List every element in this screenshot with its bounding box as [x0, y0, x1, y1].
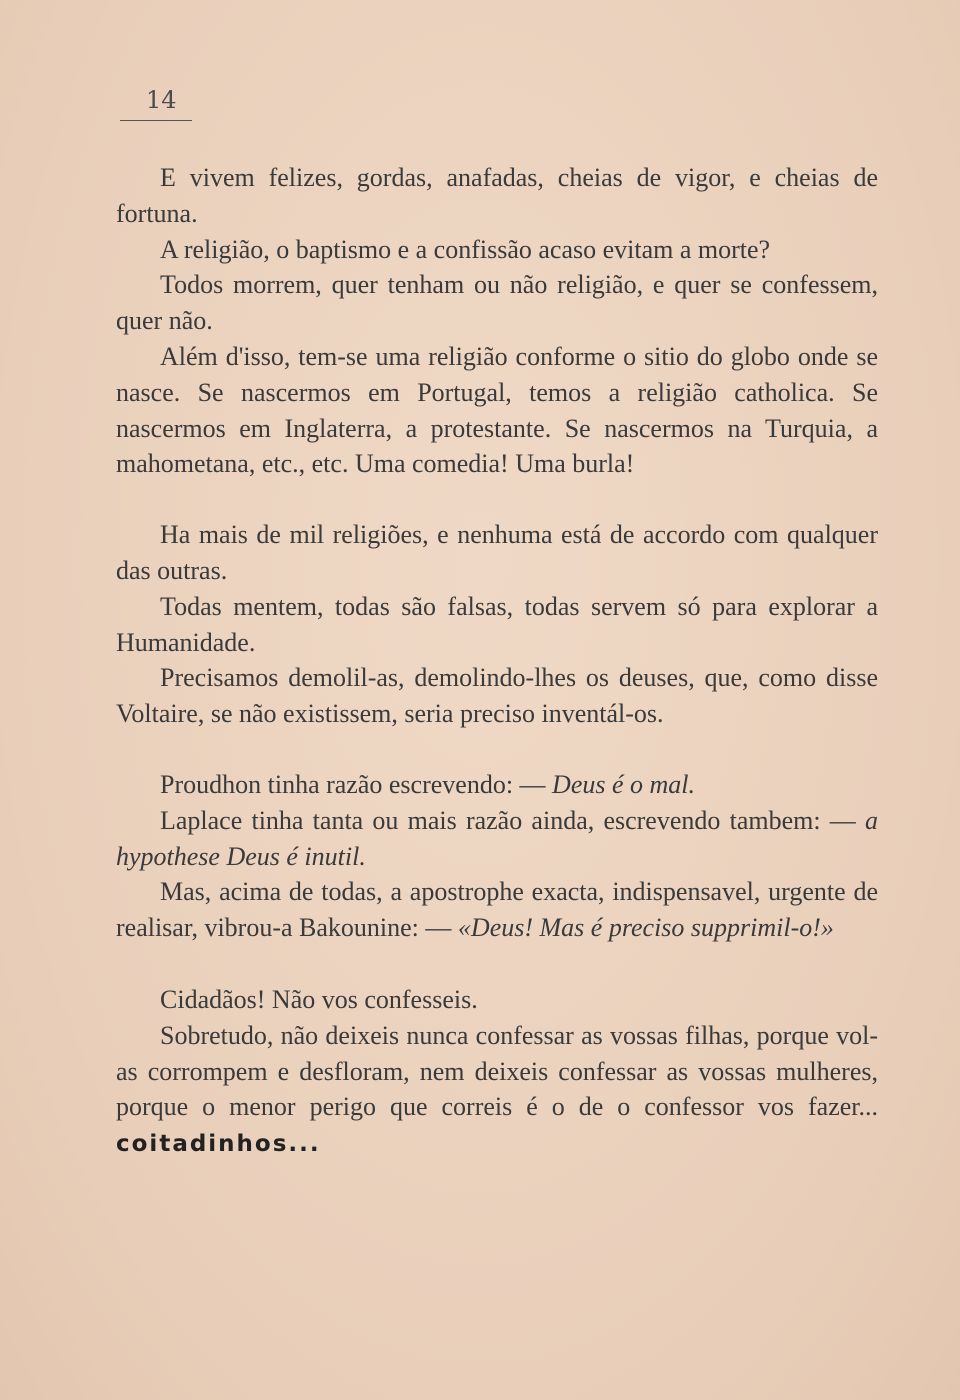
- paragraph-5: Ha mais de mil religiões, e nenhuma está de accordo com qualquer das outras.: [116, 520, 878, 585]
- paragraph-3: Todos morrem, quer tenham ou não religião, e quer se confessem, quer não.: [116, 270, 878, 336]
- paragraph-2: A religião, o baptismo e a confissão acaso evitam a morte?: [160, 234, 771, 264]
- page-number-rule: [120, 120, 192, 121]
- paragraph-10: [116, 874, 878, 946]
- paragraph-9-text: Laplace tinha tanta ou mais razão ainda, escrevendo tambem: —: [160, 805, 865, 835]
- paragraph-7: Precisamos demolil-as, demolindo-lhes os deuses, que, como disse Voltaire, se não existissem, seria preciso inventál-os.: [116, 663, 878, 729]
- paragraph-1: E vivem felizes, gordas, anafadas, cheias de vigor, e cheias de fortuna.: [116, 163, 878, 228]
- paragraph-12-text: Sobretudo, não deixeis nunca confessar as vossas filhas, porque vol-as corrompem e desfloram, nem deixeis confessar as vossas mulheres, porque o menor perigo que correis é o de o confessor vos fazer...: [116, 1020, 878, 1122]
- paragraph-6: Todas mentem, todas são falsas, todas servem só para explorar a Humanidade.: [116, 591, 878, 657]
- paragraph-9: [116, 803, 878, 875]
- paragraph-4: Além d'isso, tem-se uma religião conforme o sitio do globo onde se nasce. Se nascermos em Portugal, temos a religião catholica. Se nascermos em Inglaterra, a protestante. Se nascermos na Turquia, a mahometana, etc., etc. Uma comedia! Uma burla!: [116, 341, 878, 479]
- paragraph-8-quote: Deus é o mal.: [552, 769, 696, 799]
- body-text: [116, 160, 878, 1163]
- paragraph-8-text: Proudhon tinha razão escrevendo: —: [160, 769, 553, 799]
- paragraph-11: Cidadãos! Não vos confesseis.: [160, 984, 478, 1014]
- paragraph-10-text: Mas, acima de todas, a apostrophe exacta, indispensavel, urgente de realisar, vibrou-a Bakounine: —: [116, 877, 878, 943]
- paragraph-10-quote: «Deus! Mas é preciso supprimil-o!»: [457, 913, 834, 943]
- paragraph-12: [116, 1018, 878, 1163]
- paragraph-8: [116, 767, 878, 803]
- paragraph-12-emphasis: coitadinhos...: [116, 1131, 321, 1158]
- page-number: 14: [146, 86, 177, 114]
- paragraph-9-quote: a hypothese Deus é inutil.: [116, 805, 878, 871]
